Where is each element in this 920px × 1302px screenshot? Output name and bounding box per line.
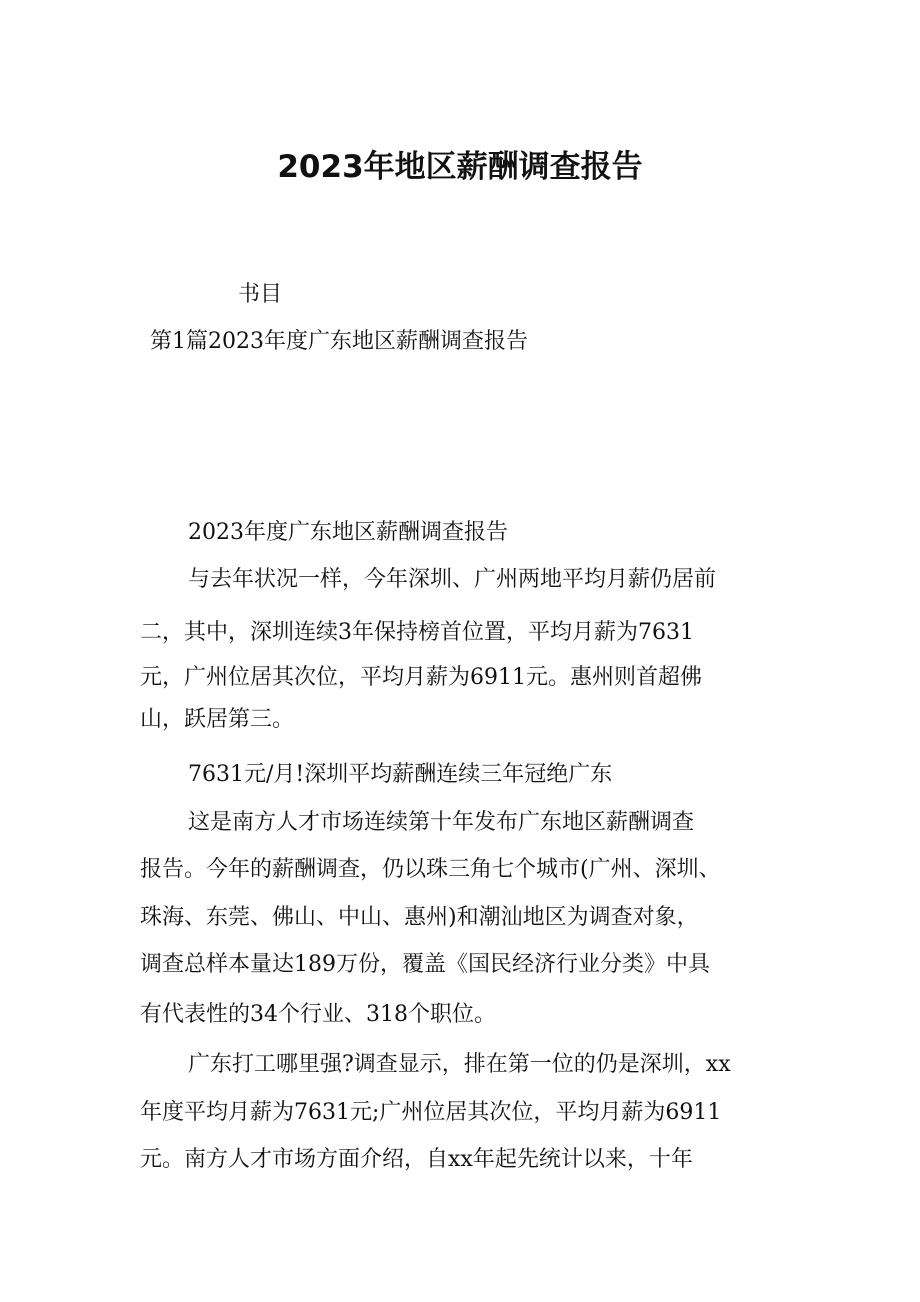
paragraph-line: 有代表性的34个行业、318个职位。 bbox=[140, 1002, 496, 1027]
paragraph-line: 元，广州位居其次位，平均月薪为6911元。惠州则首超佛 bbox=[140, 665, 702, 690]
paragraph-line: 年度平均月薪为7631元;广州位居其次位，平均月薪为6911 bbox=[140, 1100, 722, 1125]
toc-heading: 书目 bbox=[238, 282, 283, 307]
paragraph-line: 调查总样本量达189万份，覆盖《国民经济行业分类》中具 bbox=[140, 952, 710, 977]
paragraph-line: 报告。今年的薪酬调查，仍以珠三角七个城市(广州、深圳、 bbox=[140, 857, 721, 882]
document-title: 2023年地区薪酬调查报告 bbox=[277, 149, 643, 185]
paragraph-line: 元。南方人才市场方面介绍，自xx年起先统计以来，十年 bbox=[140, 1147, 693, 1172]
section-heading: 2023年度广东地区薪酬调查报告 bbox=[188, 520, 508, 545]
paragraph-line: 珠海、东莞、佛山、中山、惠州)和潮汕地区为调查对象， bbox=[140, 905, 699, 930]
subheading-line: 7631元/月!深圳平均薪酬连续三年冠绝广东 bbox=[188, 762, 613, 787]
paragraph-line: 与去年状况一样，今年深圳、广州两地平均月薪仍居前 bbox=[188, 567, 717, 592]
paragraph-line: 二，其中，深圳连续3年保持榜首位置，平均月薪为7631 bbox=[140, 620, 694, 645]
paragraph-line: 广东打工哪里强?调查显示，排在第一位的仍是深圳，xx bbox=[188, 1052, 731, 1077]
paragraph-line: 山，跃居第三。 bbox=[140, 707, 295, 732]
toc-entry-1: 第1篇2023年度广东地区薪酬调查报告 bbox=[150, 329, 528, 354]
paragraph-line: 这是南方人才市场连续第十年发布广东地区薪酬调查 bbox=[188, 810, 695, 835]
